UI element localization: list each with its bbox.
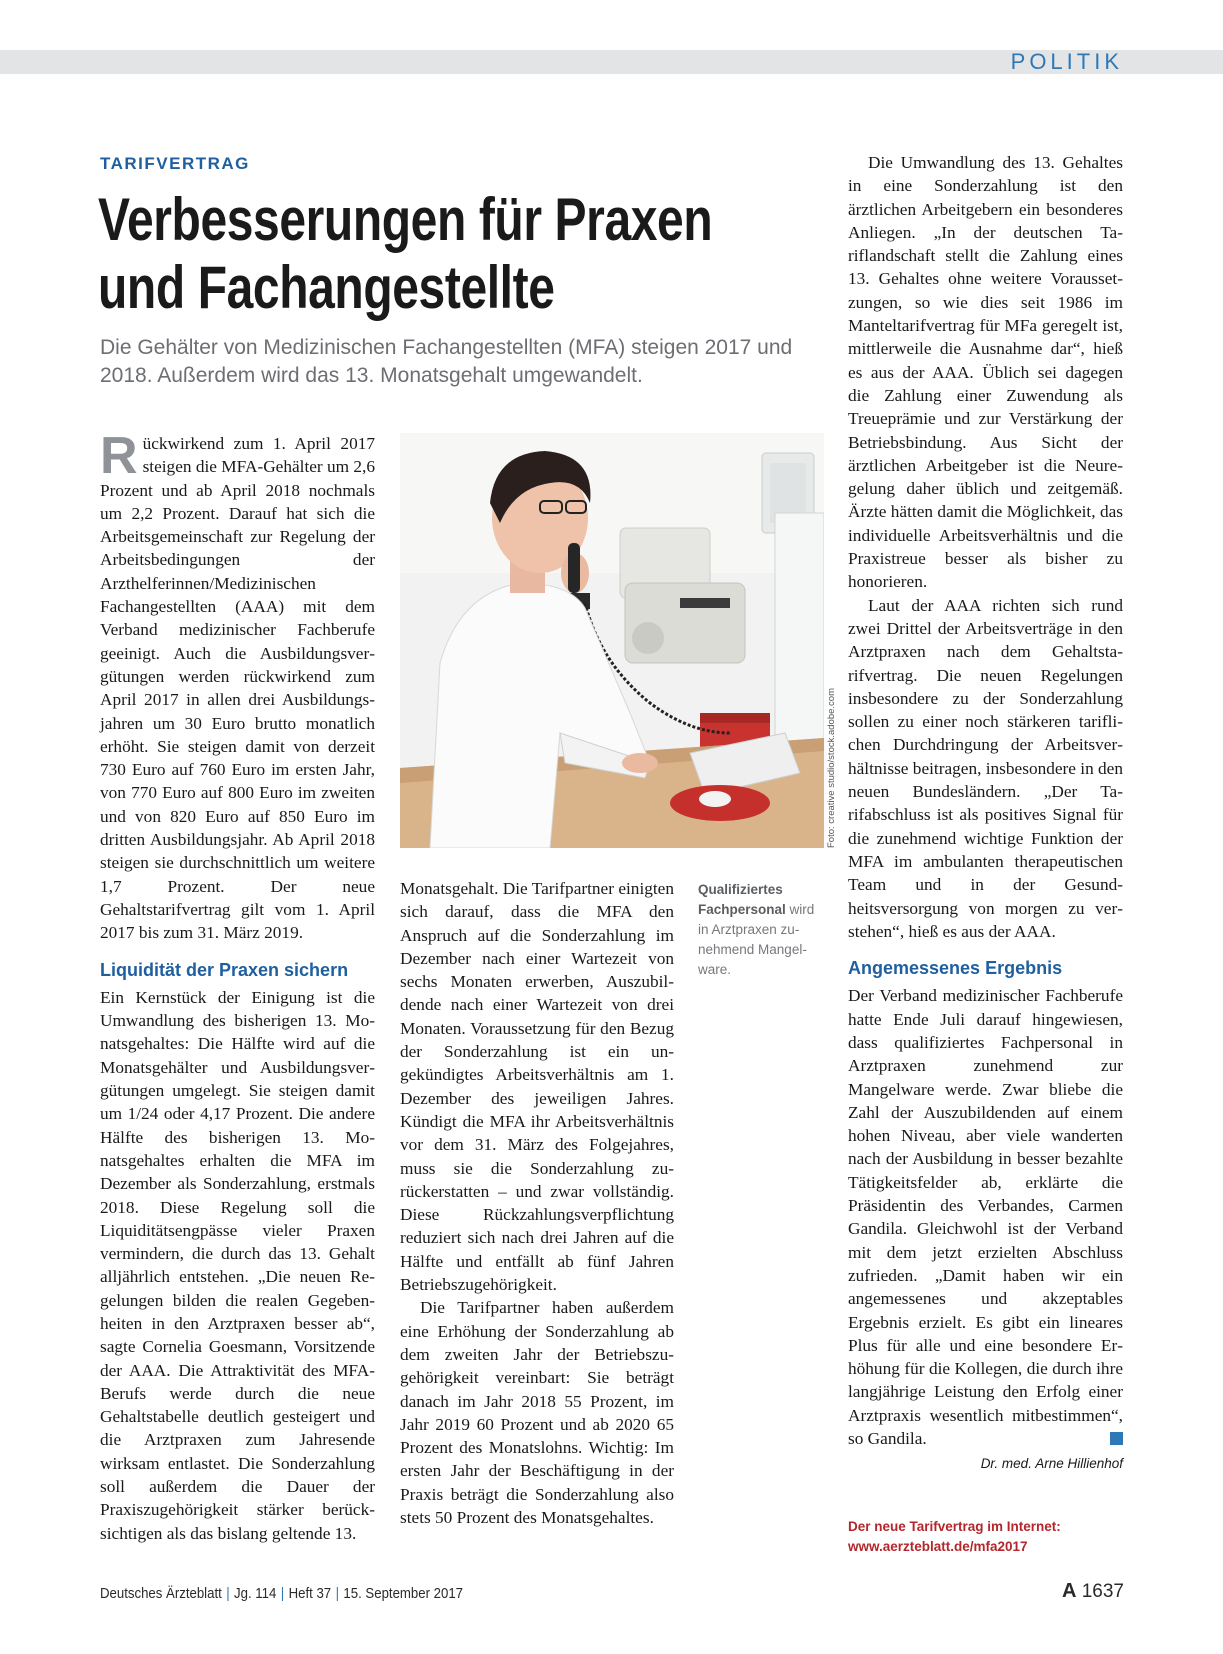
paragraph-text: Der Verband medizinischer Fachberufe hatte Ende Juli darauf hingewiesen, dass qualifiziertes Fachpersonal in Arztpraxen zunehmend zur Mangelware werde. Zwar bliebe die Zahl der Auszubildenden auf einem hohen Niveau, aber viele wanderten nach der Ausbildung in besser bezahlte Tätigkeitsfelder ab, erklärte die Präsidentin des Verbandes, Carmen Gandila. Gleichwohl ist der Verband mit dem jetzt erzielten Abschluss zufrieden. „Damit haben wir ein angemessenes und akzeptables Ergebnis erzielt. Es gibt ein lineares Plus für alle und eine besondere Erhöhung für die Kollegen, die durch ihre langjährige Leistung den Erfolg einer Arztpraxis wesentlich mitbestimmen“, so Gandila.: [848, 986, 1123, 1449]
paragraph: Ein Kernstück der Einigung ist die Umwandlung des bisherigen 13. Monatsgehaltes: Die Hälfte wird auf die Monatsgehälter und Ausbildungsvergütungen umgelegt. Sie steigen damit um 1/24 oder 4,17 Prozent. Die andere Hälfte des bisherigen 13. Monatsgehaltes erhalten die MFA im Dezember als Sonderzahlung, erstmals 2018. Diese Regelung soll die Liquiditätsengpässe vieler Praxen vermindern, die durch das 13. Gehalt alljährlich entstehen. „Die neuen Regelungen bilden die realen Gegebenheiten in den Arztpraxen besser ab“, sagte Cornelia Goesmann, Vorsitzende der AAA. Die Attraktivität des MFA-Berufs werde durch die neue Gehaltstabelle deutlich gesteigert und die Arztpraxen zum Jahresende wirksam entlastet. Die Sonderzahlung soll außerdem die Dauer der Praxiszugehörigkeit stärker berücksichtigen als das bislang geltende 13.: [100, 987, 375, 1543]
subheading: Liquidität der Praxen sichern: [100, 959, 349, 980]
drop-cap: R: [100, 427, 138, 485]
journal-name: Deutsches Ärzteblatt: [100, 1585, 222, 1602]
paragraph: Laut der AAA richten sich rund zwei Drittel der Arbeitsverträge in den Arztpraxen nach dem Gehaltstarifvertrag. Die neuen Regelungen insbesondere zu der Sonderzahlung sollen zu einer noch stärkeren tariflichen Durchdringung der Arbeitsverhältnisse beitragen, insbesondere in den neuen Bundesländern. „Der Tarifabschluss ist als positives Signal für die zunehmend wichtige Funktion der MFA im ambulanten therapeutischen Team und in der Gesundheitsversorgung von morgen zu verstehen“, hieß es aus der AAA.: [848, 595, 1123, 941]
issue: Heft 37: [288, 1585, 332, 1602]
info-box-link[interactable]: www.aerzteblatt.de/mfa2017: [848, 1539, 1028, 1554]
footer: [100, 1585, 463, 1602]
separator: |: [280, 1585, 285, 1602]
page-number: [1062, 1580, 1124, 1603]
author-byline: Dr. med. Arne Hillienhof: [980, 1456, 1123, 1472]
info-box-title: Der neue Tarifvertrag im Internet:: [848, 1519, 1061, 1534]
headline-line-2: und Fachangestellte: [98, 254, 555, 321]
photo-caption: [698, 880, 828, 980]
column-1: [100, 427, 376, 1545]
article-kicker: TARIFVERTRAG: [100, 154, 250, 173]
page-prefix: A: [1061, 1580, 1077, 1602]
subheading: Angemessenes Ergebnis: [848, 958, 1063, 979]
caption-text: wird in Arztpraxen zunehmend Mangelware.: [698, 902, 815, 977]
end-mark-icon: [1110, 1432, 1123, 1445]
section-label: POLITIK: [1010, 49, 1123, 74]
photo-credit: Foto: creative studio/stock.adobe.com: [826, 688, 837, 848]
article-deck: Die Gehälter von Medizinischen Fachangestellten (MFA) steigen 2017 und 2018. Außerdem wird das 13. Monatsgehalt umgewandelt.: [100, 336, 793, 387]
separator: |: [226, 1585, 230, 1602]
separator: |: [335, 1585, 340, 1602]
paragraph: Die Tarifpartner haben außerdem eine Erhöhung der Sonderzahlung ab dem zweiten Jahr der Betriebszugehörigkeit vereinbart: Sie beträgt danach im Jahr 2018 55 Prozent, im Jahr 2019 60 Prozent und ab 2020 65 Prozent des Monatslohns. Wichtig: Im ersten Jahr der Beschäftigung in der Praxis beträgt die Sonderzahlung also stets 50 Prozent des Monatsgehaltes.: [400, 1298, 674, 1528]
page-number-value: 1637: [1081, 1581, 1124, 1602]
headline-line-1: Verbesserungen für Praxen: [98, 186, 713, 253]
article-headline: [98, 186, 818, 322]
paragraph-text: ückwirkend zum 1. April 2017 steigen die MFA-Gehälter um 2,6 Prozent und ab April 2018 nochmals um 2,2 Prozent. Darauf hat sich die Arbeitsgemeinschaft zur Regelung der Arbeitsbedingungen der Arzthelferinnen/Medizinischen Fachangestellten (AAA) mit dem Verband medizinischer Fachberufe geeinigt. Auch die Ausbildungsvergütungen werden rückwirkend zum April 2017 in allen drei Ausbildungsjahren um 30 Euro brutto monatlich erhöht. Sie steigen damit von derzeit 730 Euro auf 760 Euro im ersten Jahr, von 770 Euro auf 800 Euro im zweiten und von 820 Euro auf 850 Euro im dritten Ausbildungsjahr. Ab April 2018 steigen sie durchschnittlich um weitere 1,7 Prozent. Der neue Gehaltstarifvertrag gilt vom 1. April 2017 bis zum 31. März 2019.: [100, 434, 376, 943]
column-2: [400, 877, 674, 1529]
issue-date: 15. September 2017: [343, 1585, 464, 1602]
caption-bold: Qualifiziertes Fachpersonal: [698, 882, 786, 917]
volume: Jg. 114: [234, 1585, 277, 1602]
paragraph: Die Umwandlung des 13. Gehaltes in eine Sonderzahlung ist den ärztlichen Arbeitgebern ein besonderes Anliegen. „In der deutschen Tariflandschaft stellt die Zahlung eines 13. Gehaltes ohne weitere Voraussetzungen, so wie dies seit 1986 im Manteltarifvertrag für MFa geregelt ist, mittlerweile die Ausnahme dar“, hieß es aus der AAA. Üblich sei dagegen die Zahlung einer Zuwendung als Treueprämie und zur Verstärkung der Betriebsbindung. Aus Sicht der ärztlichen Arbeitgeber ist die Neuregelung daher üblich und zeitgemäß. Ärzte hätten damit die Möglichkeit, das individuelle Arbeitsverhältnis und die Praxistreue besser als bisher zu honorieren.: [848, 153, 1123, 592]
paragraph: Monatsgehalt. Die Tarifpartner einigten sich darauf, dass die MFA den Anspruch auf die Sonderzahlung im Dezember nach einer Wartezeit von sechs Monaten erwerben, Auszubildende nach einer Wartezeit von drei Monaten. Voraussetzung für den Bezug der Sonderzahlung ist ein ungekündigtes Arbeitsverhältnis am 1. Dezember des jeweiligen Jahres. Kündigt die MFA ihr Arbeitsverhältnis vor dem 31. März des Folgejahres, muss sie die Sonderzahlung zurückerstatten – und zwar vollständig. Diese Rückzahlungsverpflichtung reduziert sich nach drei Jahren auf die Hälfte und entfällt ab fünf Jahren Betriebszugehörigkeit.: [400, 879, 674, 1295]
article-photo: [400, 433, 824, 848]
paragraph: [848, 984, 1123, 1450]
paragraph: [100, 427, 376, 945]
column-3: [848, 151, 1123, 1476]
photo-illustration: [400, 433, 824, 848]
info-box: [848, 1517, 1128, 1557]
